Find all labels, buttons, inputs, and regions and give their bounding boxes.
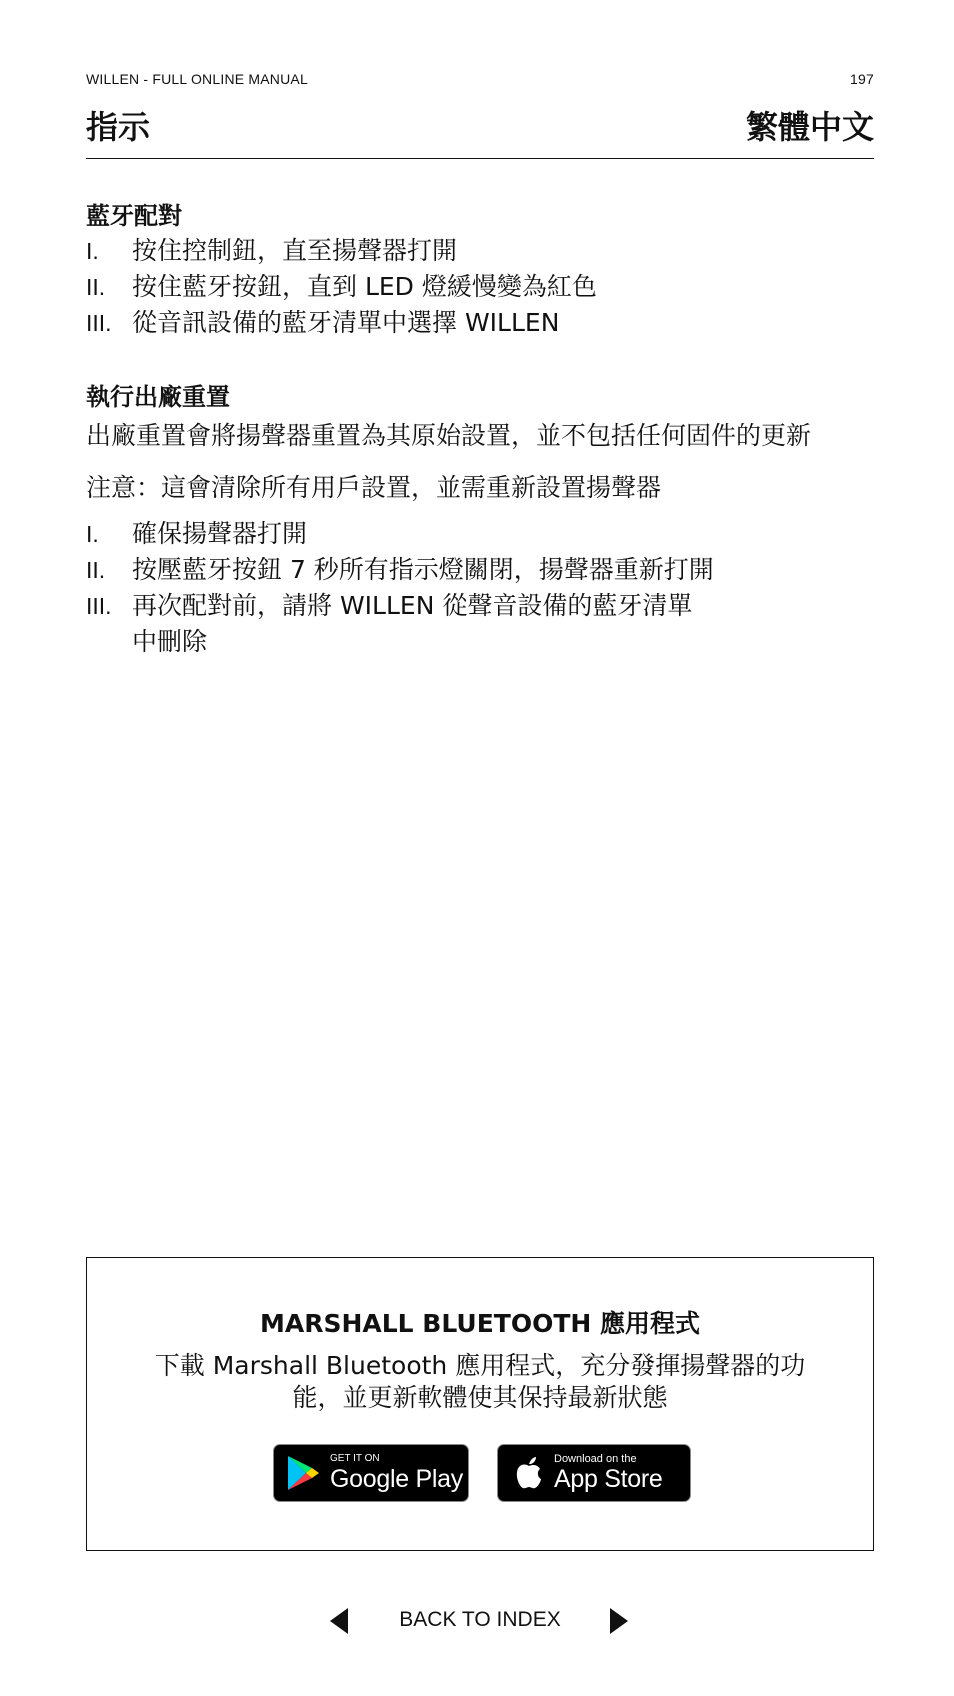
reset-heading: 執行出廠重置 (86, 383, 230, 411)
app-promo-box (86, 1257, 874, 1551)
step-text: 按住藍牙按鈕，直到 LED 燈緩慢變為紅色 (132, 272, 597, 301)
google-play-button[interactable] (273, 1444, 469, 1502)
list-item (86, 552, 714, 588)
app-store-label: App Store (554, 1465, 663, 1493)
footer-navigation (0, 1604, 954, 1640)
google-play-icon (286, 1454, 320, 1492)
step-text-continued: 中刪除 (132, 627, 208, 656)
step-number: I. (86, 238, 99, 264)
title-row (86, 100, 874, 150)
list-item (86, 305, 597, 341)
page-number: 197 (850, 71, 874, 87)
step-text: 按壓藍牙按鈕 7 秒所有指示燈關閉，揚聲器重新打開 (132, 555, 714, 584)
language-label: 繁體中文 (745, 108, 874, 146)
reset-steps (86, 516, 714, 660)
step-text: 再次配對前，請將 WILLEN 從聲音設備的藍牙清單 (132, 591, 693, 620)
google-play-small-label: GET IT ON (330, 1453, 380, 1464)
app-box-text-line1: 下載 Marshall Bluetooth 應用程式，充分發揮揚聲器的功 (154, 1351, 806, 1380)
apple-icon (514, 1455, 544, 1491)
step-text: 確保揚聲器打開 (132, 519, 308, 548)
list-item (86, 588, 714, 660)
step-text: 從音訊設備的藍牙清單中選擇 WILLEN (132, 308, 560, 337)
step-number: II. (86, 557, 106, 583)
app-box-text-line2: 能，並更新軟體使其保持最新狀態 (292, 1383, 668, 1412)
section-title: 指示 (86, 108, 151, 146)
header-divider (86, 158, 874, 159)
list-item (86, 269, 597, 305)
back-to-index-link[interactable]: BACK TO INDEX (399, 1608, 561, 1631)
running-header (86, 69, 874, 89)
app-store-text (554, 1453, 662, 1493)
step-number: III. (86, 310, 112, 336)
reset-description: 出廠重置會將揚聲器重置為其原始設置，並不包括任何固件的更新 (86, 421, 812, 450)
step-number: II. (86, 274, 106, 300)
app-store-small-label: Download on the (554, 1453, 637, 1465)
pairing-heading: 藍牙配對 (86, 202, 182, 230)
step-text: 按住控制鈕，直至揚聲器打開 (132, 236, 458, 265)
step-number: I. (86, 521, 99, 547)
next-page-arrow-icon[interactable] (608, 1606, 630, 1636)
manual-title: WILLEN - FULL ONLINE MANUAL (86, 71, 308, 87)
list-item (86, 233, 597, 269)
list-item (86, 516, 714, 552)
step-text-block (132, 588, 692, 660)
app-store-button[interactable] (497, 1444, 691, 1502)
app-box-text (127, 1350, 833, 1414)
previous-page-arrow-icon[interactable] (328, 1606, 350, 1636)
google-play-text (330, 1453, 463, 1493)
pairing-steps (86, 233, 597, 341)
app-box-title: MARSHALL BLUETOOTH 應用程式 (259, 1309, 701, 1338)
reset-note: 注意：這會清除所有用戶設置，並需重新設置揚聲器 (86, 473, 662, 502)
step-number: III. (86, 593, 112, 619)
google-play-label: Google Play (330, 1465, 463, 1493)
